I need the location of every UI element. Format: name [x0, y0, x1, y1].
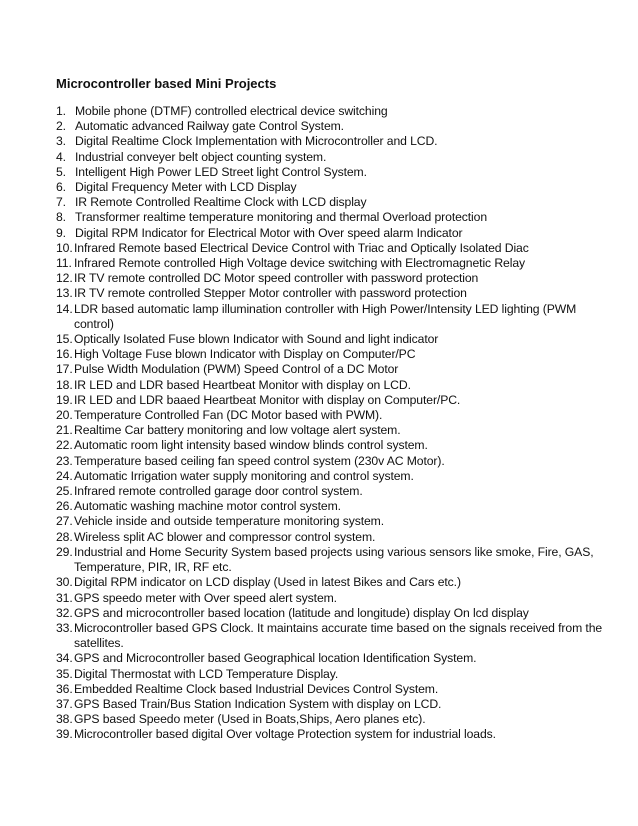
list-item-text: Temperature based ceiling fan speed control system (230v AC Motor).	[74, 453, 445, 468]
list-item	[56, 378, 608, 393]
list-item-number: 23.	[56, 453, 73, 468]
list-item-text: GPS and Microcontroller based Geographical location Identification System.	[74, 651, 477, 666]
list-item-number: 10.	[56, 240, 73, 255]
list-item	[56, 682, 608, 697]
list-item	[56, 712, 608, 727]
list-item-text: Embedded Realtime Clock based Industrial Devices Control System.	[74, 681, 439, 696]
list-item-number: 34.	[56, 651, 73, 666]
list-item-text: Automatic washing machine motor control system.	[74, 499, 341, 514]
list-item-text: Industrial and Home Security System based projects using various sensors like smoke, Fire, GAS, Temperature, PIR, IR, RF etc.	[74, 544, 594, 575]
list-item	[56, 347, 608, 362]
list-item	[56, 499, 608, 514]
list-item-number: 19.	[56, 392, 73, 407]
list-item-text: Realtime Car battery monitoring and low voltage alert system.	[74, 423, 401, 438]
list-item-text: Microcontroller based GPS Clock. It maintains accurate time based on the signals received from the satellites.	[74, 620, 603, 651]
list-item-text: Wireless split AC blower and compressor control system.	[74, 529, 376, 544]
document-title: Microcontroller based Mini Projects	[56, 76, 277, 91]
list-item-text: High Voltage Fuse blown Indicator with Display on Computer/PC	[74, 347, 416, 362]
list-item-number: 37.	[56, 696, 73, 711]
list-item	[56, 423, 608, 438]
list-item-number: 36.	[56, 681, 73, 696]
list-item-number: 15.	[56, 332, 73, 347]
list-item	[56, 271, 608, 286]
list-item	[56, 469, 608, 484]
list-item-number: 12.	[56, 271, 73, 286]
list-item	[56, 210, 608, 225]
list-item	[56, 530, 608, 545]
list-item	[56, 454, 608, 469]
list-item-text: Digital Frequency Meter with LCD Display	[75, 180, 297, 195]
list-item-number: 29.	[56, 544, 73, 559]
list-item-number: 22.	[56, 438, 73, 453]
list-item-text: Mobile phone (DTMF) controlled electrical device switching	[75, 104, 388, 118]
list-item-text: Digital RPM indicator on LCD display (Used in latest Bikes and Cars etc.)	[74, 575, 461, 590]
list-item-number: 24.	[56, 468, 73, 483]
list-item	[56, 165, 608, 180]
list-item-number: 3.	[56, 134, 66, 149]
list-item	[56, 256, 608, 271]
list-item-text: Infrared remote controlled garage door control system.	[74, 484, 363, 499]
list-item-number: 9.	[56, 225, 66, 240]
list-item-text: IR LED and LDR based Heartbeat Monitor with display on LCD.	[74, 377, 411, 392]
list-item-number: 13.	[56, 286, 73, 301]
list-item-number: 31.	[56, 590, 73, 605]
list-item	[56, 651, 608, 666]
list-item	[56, 697, 608, 712]
list-item-number: 28.	[56, 529, 73, 544]
list-item-text: Digital RPM Indicator for Electrical Motor with Over speed alarm Indicator	[75, 225, 463, 240]
list-item-text: Digital Realtime Clock Implementation with Microcontroller and LCD.	[75, 134, 438, 149]
list-item	[56, 408, 608, 423]
list-item-text: IR TV remote controlled Stepper Motor controller with password protection	[74, 286, 467, 301]
list-item-text: Industrial conveyer belt object counting system.	[75, 149, 327, 164]
list-item	[56, 621, 608, 651]
list-item-number: 6.	[56, 180, 66, 195]
list-item-text: GPS Based Train/Bus Station Indication System with display on LCD.	[74, 696, 442, 711]
list-item-number: 4.	[56, 149, 66, 164]
list-item	[56, 150, 608, 165]
list-item-text: GPS based Speedo meter (Used in Boats,Ships, Aero planes etc).	[74, 712, 426, 727]
list-item-text: Automatic Irrigation water supply monitoring and control system.	[74, 468, 414, 483]
list-item-number: 27.	[56, 514, 73, 529]
list-item-text: Infrared Remote based Electrical Device Control with Triac and Optically Isolated Diac	[74, 240, 529, 255]
list-item-text: Temperature Controlled Fan (DC Motor based with PWM).	[74, 408, 383, 423]
list-item-text: IR LED and LDR baaed Heartbeat Monitor with display on Computer/PC.	[74, 392, 461, 407]
list-item	[56, 667, 608, 682]
list-item-text: Optically Isolated Fuse blown Indicator with Sound and light indicator	[74, 332, 439, 347]
list-item-text: Transformer realtime temperature monitoring and thermal Overload protection	[75, 210, 488, 225]
list-item-text: Automatic room light intensity based window blinds control system.	[74, 438, 428, 453]
list-item	[56, 606, 608, 621]
list-item	[56, 134, 608, 149]
list-item	[56, 286, 608, 301]
list-item-number: 39.	[56, 727, 73, 742]
list-item-number: 32.	[56, 605, 73, 620]
list-item	[56, 514, 608, 529]
list-item-number: 35.	[56, 666, 73, 681]
list-item	[56, 119, 608, 134]
list-item-text: Microcontroller based digital Over voltage Protection system for industrial loads.	[74, 727, 496, 742]
list-item-number: 20.	[56, 408, 73, 423]
list-item-number: 25.	[56, 484, 73, 499]
list-item	[56, 104, 608, 119]
list-item-text: GPS speedo meter with Over speed alert system.	[74, 590, 337, 605]
list-item-text: Infrared Remote controlled High Voltage device switching with Electromagnetic Relay	[74, 256, 525, 271]
list-item	[56, 180, 608, 195]
list-item-number: 1.	[56, 104, 66, 118]
list-item-number: 11.	[56, 256, 72, 271]
list-item	[56, 727, 608, 742]
list-item-text: Vehicle inside and outside temperature monitoring system.	[74, 514, 384, 529]
list-item	[56, 362, 608, 377]
list-item	[56, 332, 608, 347]
list-item	[56, 302, 608, 332]
list-item-number: 16.	[56, 347, 73, 362]
list-item	[56, 545, 608, 575]
list-item-number: 17.	[56, 362, 73, 377]
list-item-text: LDR based automatic lamp illumination controller with High Power/Intensity LED lighting (PWM control)	[74, 301, 577, 331]
list-item	[56, 195, 608, 210]
list-item-number: 18.	[56, 377, 73, 392]
list-item-text: GPS and microcontroller based location (latitude and longitude) display On lcd display	[74, 605, 529, 620]
list-item	[56, 393, 608, 408]
project-list	[56, 104, 608, 743]
list-item	[56, 591, 608, 606]
list-item-number: 2.	[56, 119, 66, 134]
list-item	[56, 241, 608, 256]
list-item-number: 33.	[56, 620, 73, 635]
list-item	[56, 438, 608, 453]
list-item-number: 14.	[56, 301, 73, 316]
list-item-number: 5.	[56, 164, 66, 179]
list-item-number: 21.	[56, 423, 73, 438]
list-item-text: IR Remote Controlled Realtime Clock with LCD display	[75, 195, 367, 210]
list-item	[56, 575, 608, 590]
list-item-text: Intelligent High Power LED Street light Control System.	[75, 164, 367, 179]
list-item-number: 26.	[56, 499, 73, 514]
list-item-text: Automatic advanced Railway gate Control System.	[75, 119, 344, 134]
list-item	[56, 226, 608, 241]
list-item-number: 7.	[56, 195, 66, 210]
list-item-text: IR TV remote controlled DC Motor speed controller with password protection	[74, 271, 479, 286]
list-item-number: 30.	[56, 575, 73, 590]
list-item-text: Digital Thermostat with LCD Temperature Display.	[74, 666, 339, 681]
list-item-number: 8.	[56, 210, 66, 225]
list-item-number: 38.	[56, 712, 73, 727]
list-item-text: Pulse Width Modulation (PWM) Speed Control of a DC Motor	[74, 362, 399, 377]
list-item	[56, 484, 608, 499]
